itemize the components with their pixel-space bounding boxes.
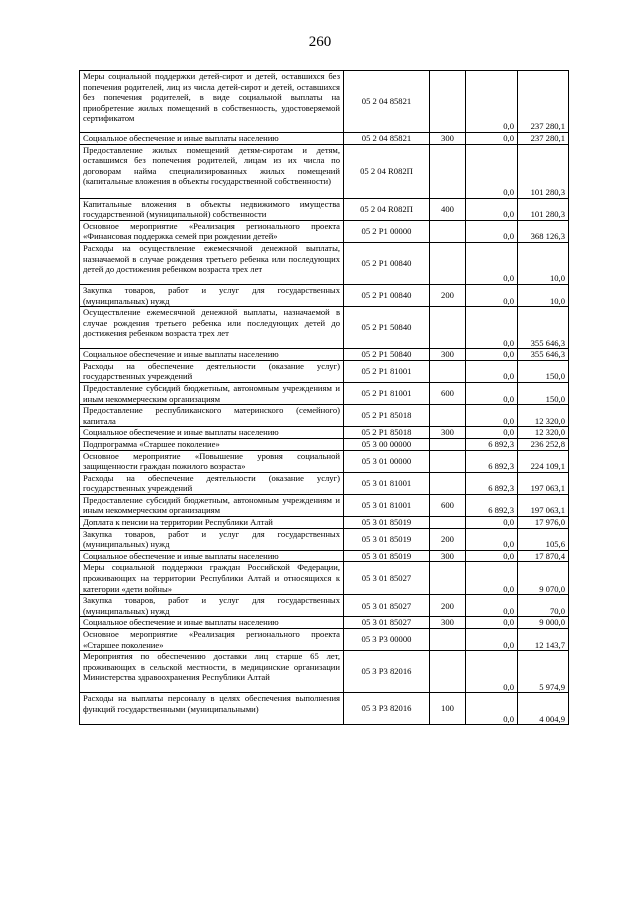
row-expense-type-cell [430, 144, 466, 198]
table-row [80, 133, 569, 145]
row-code-cell: 05 2 P1 85018 [344, 405, 430, 427]
row-amount-1-cell: 0,0 [466, 651, 518, 693]
row-expense-type-cell: 200 [430, 528, 466, 550]
row-name-cell: Основное мероприятие «Реализация регионального проекта «Старшее поколение» [80, 629, 344, 651]
row-amount-1-cell: 0,0 [466, 382, 518, 404]
row-expense-type-cell [430, 405, 466, 427]
table-row [80, 517, 569, 529]
row-expense-type-cell: 300 [430, 427, 466, 439]
row-expense-type-cell [430, 651, 466, 693]
row-amount-1-cell: 0,0 [466, 307, 518, 349]
row-code-cell: 05 2 P1 00840 [344, 284, 430, 306]
row-code-cell: 05 2 P1 00000 [344, 220, 430, 242]
row-amount-2-cell: 150,0 [518, 382, 569, 404]
row-code-cell: 05 2 P1 81001 [344, 382, 430, 404]
row-name-cell: Предоставление субсидий бюджетным, автономным учреждениям и иным некоммерческим организациям [80, 494, 344, 516]
row-amount-1-cell: 0,0 [466, 198, 518, 220]
table-row [80, 617, 569, 629]
row-amount-1-cell: 6 892,3 [466, 494, 518, 516]
table-row [80, 382, 569, 404]
row-name-cell: Капитальные вложения в объекты недвижимого имущества государственной (муниципальной) собственности [80, 198, 344, 220]
row-code-cell: 05 2 P1 00840 [344, 242, 430, 284]
row-amount-1-cell: 0,0 [466, 71, 518, 133]
table-row [80, 349, 569, 361]
row-code-cell: 05 3 01 85027 [344, 617, 430, 629]
table-row [80, 595, 569, 617]
row-name-cell: Предоставление жилых помещений детям-сиротам и детям, оставшимся без попечения родителей, лицам из их числа по договорам найма специализированных жилых помещений (капитальные вложения в объекты государственной собственности) [80, 144, 344, 198]
row-code-cell: 05 2 P1 81001 [344, 360, 430, 382]
budget-table-body [80, 71, 569, 725]
row-name-cell: Расходы на осуществление ежемесячной денежной выплаты, назначаемой в случае рождения третьего ребенка или последующих детей до достижения ребенком возраста трех лет [80, 242, 344, 284]
row-amount-1-cell: 0,0 [466, 284, 518, 306]
table-row [80, 427, 569, 439]
row-amount-2-cell: 17 870,4 [518, 550, 569, 562]
table-row [80, 438, 569, 450]
row-expense-type-cell [430, 629, 466, 651]
row-amount-1-cell: 0,0 [466, 144, 518, 198]
row-amount-2-cell: 12 320,0 [518, 427, 569, 439]
row-amount-2-cell: 9 070,0 [518, 562, 569, 595]
row-amount-2-cell: 17 976,0 [518, 517, 569, 529]
row-name-cell: Расходы на выплаты персоналу в целях обеспечения выполнения функций государственными (муниципальными) [80, 693, 344, 725]
row-amount-2-cell: 105,6 [518, 528, 569, 550]
row-amount-2-cell: 12 320,0 [518, 405, 569, 427]
row-name-cell: Подпрограмма «Старшее поколение» [80, 438, 344, 450]
table-row [80, 198, 569, 220]
row-name-cell: Меры социальной поддержки граждан Российской Федерации, проживающих на территории Республики Алтай и относящихся к категории «дети войны» [80, 562, 344, 595]
row-code-cell: 05 3 01 81001 [344, 494, 430, 516]
row-amount-2-cell: 368 126,3 [518, 220, 569, 242]
row-amount-2-cell: 9 000,0 [518, 617, 569, 629]
row-expense-type-cell [430, 472, 466, 494]
row-amount-1-cell: 0,0 [466, 220, 518, 242]
row-amount-2-cell: 101 280,3 [518, 144, 569, 198]
row-expense-type-cell: 200 [430, 284, 466, 306]
row-amount-2-cell: 237 280,1 [518, 71, 569, 133]
row-amount-2-cell: 224 109,1 [518, 450, 569, 472]
row-amount-1-cell: 0,0 [466, 133, 518, 145]
row-expense-type-cell: 100 [430, 693, 466, 725]
row-name-cell: Закупка товаров, работ и услуг для государственных (муниципальных) нужд [80, 595, 344, 617]
row-expense-type-cell [430, 220, 466, 242]
row-code-cell: 05 3 01 81001 [344, 472, 430, 494]
row-name-cell: Социальное обеспечение и иные выплаты населению [80, 349, 344, 361]
row-expense-type-cell: 600 [430, 382, 466, 404]
table-row [80, 550, 569, 562]
row-amount-2-cell: 5 974,9 [518, 651, 569, 693]
budget-table [79, 70, 569, 725]
row-amount-2-cell: 70,0 [518, 595, 569, 617]
table-row [80, 242, 569, 284]
row-expense-type-cell [430, 242, 466, 284]
row-name-cell: Социальное обеспечение и иные выплаты населению [80, 133, 344, 145]
row-expense-type-cell: 300 [430, 349, 466, 361]
row-code-cell: 05 3 01 85019 [344, 517, 430, 529]
row-amount-1-cell: 0,0 [466, 349, 518, 361]
row-name-cell: Социальное обеспечение и иные выплаты населению [80, 550, 344, 562]
table-row [80, 494, 569, 516]
row-amount-2-cell: 10,0 [518, 242, 569, 284]
row-amount-1-cell: 6 892,3 [466, 450, 518, 472]
row-expense-type-cell: 300 [430, 133, 466, 145]
page-number: 260 [308, 34, 332, 50]
row-amount-2-cell: 4 004,9 [518, 693, 569, 725]
row-amount-1-cell: 0,0 [466, 242, 518, 284]
row-expense-type-cell [430, 307, 466, 349]
row-amount-1-cell: 0,0 [466, 617, 518, 629]
row-name-cell: Предоставление республиканского материнского (семейного) капитала [80, 405, 344, 427]
row-code-cell: 05 3 01 85027 [344, 595, 430, 617]
row-name-cell: Основное мероприятие «Реализация регионального проекта «Финансовая поддержка семей при рождении детей» [80, 220, 344, 242]
row-amount-1-cell: 6 892,3 [466, 472, 518, 494]
row-expense-type-cell [430, 450, 466, 472]
row-name-cell: Предоставление субсидий бюджетным, автономным учреждениям и иным некоммерческим организациям [80, 382, 344, 404]
row-expense-type-cell: 300 [430, 550, 466, 562]
row-name-cell: Доплата к пенсии на территории Республики Алтай [80, 517, 344, 529]
table-row [80, 693, 569, 725]
row-expense-type-cell [430, 438, 466, 450]
row-amount-2-cell: 12 143,7 [518, 629, 569, 651]
row-amount-2-cell: 197 063,1 [518, 494, 569, 516]
row-expense-type-cell: 200 [430, 595, 466, 617]
row-name-cell: Расходы на обеспечение деятельности (оказание услуг) государственных учреждений [80, 360, 344, 382]
row-amount-2-cell: 101 280,3 [518, 198, 569, 220]
table-row [80, 528, 569, 550]
table-row [80, 629, 569, 651]
row-name-cell: Мероприятия по обеспечению доставки лиц старше 65 лет, проживающих в сельской местности, в медицинские организации Министерства здравоохранения Республики Алтай [80, 651, 344, 693]
row-name-cell: Закупка товаров, работ и услуг для государственных (муниципальных) нужд [80, 528, 344, 550]
row-amount-2-cell: 150,0 [518, 360, 569, 382]
row-expense-type-cell: 400 [430, 198, 466, 220]
row-code-cell: 05 2 P1 85018 [344, 427, 430, 439]
row-amount-1-cell: 0,0 [466, 405, 518, 427]
table-row [80, 360, 569, 382]
row-expense-type-cell: 600 [430, 494, 466, 516]
row-code-cell: 05 3 01 85019 [344, 528, 430, 550]
table-row [80, 405, 569, 427]
row-name-cell: Расходы на обеспечение деятельности (оказание услуг) государственных учреждений [80, 472, 344, 494]
row-code-cell: 05 2 P1 50840 [344, 349, 430, 361]
row-expense-type-cell [430, 562, 466, 595]
row-name-cell: Социальное обеспечение и иные выплаты населению [80, 427, 344, 439]
row-amount-1-cell: 6 892,3 [466, 438, 518, 450]
row-amount-1-cell: 0,0 [466, 693, 518, 725]
row-amount-2-cell: 236 252,8 [518, 438, 569, 450]
row-code-cell: 05 3 01 85019 [344, 550, 430, 562]
row-amount-1-cell: 0,0 [466, 528, 518, 550]
row-amount-1-cell: 0,0 [466, 427, 518, 439]
row-code-cell: 05 3 01 85027 [344, 562, 430, 595]
row-code-cell: 05 2 04 R082П [344, 144, 430, 198]
row-code-cell: 05 3 P3 00000 [344, 629, 430, 651]
row-amount-1-cell: 0,0 [466, 629, 518, 651]
row-code-cell: 05 3 00 00000 [344, 438, 430, 450]
row-amount-2-cell: 355 646,3 [518, 349, 569, 361]
row-code-cell: 05 2 04 R082П [344, 198, 430, 220]
table-row [80, 284, 569, 306]
table-row [80, 651, 569, 693]
row-amount-2-cell: 10,0 [518, 284, 569, 306]
row-amount-1-cell: 0,0 [466, 595, 518, 617]
row-name-cell: Осуществление ежемесячной денежной выплаты, назначаемой в случае рождения третьего ребенка или последующих детей до достижения ребенком возраста трех лет [80, 307, 344, 349]
row-expense-type-cell: 300 [430, 617, 466, 629]
table-row [80, 307, 569, 349]
row-code-cell: 05 3 P3 82016 [344, 651, 430, 693]
row-amount-2-cell: 237 280,1 [518, 133, 569, 145]
table-row [80, 144, 569, 198]
row-name-cell: Меры социальной поддержки детей-сирот и детей, оставшихся без попечения родителей, лиц из числа детей-сирот и детей, оставшихся без попечения родителей, в виде социальной выплаты на приобретение жилых помещений в собственность, удостоверяемой сертификатом [80, 71, 344, 133]
row-name-cell: Основное мероприятие «Повышение уровня социальной защищенности граждан пожилого возраста» [80, 450, 344, 472]
row-code-cell: 05 3 P3 82016 [344, 693, 430, 725]
row-amount-1-cell: 0,0 [466, 562, 518, 595]
table-row [80, 472, 569, 494]
table-row [80, 220, 569, 242]
row-name-cell: Закупка товаров, работ и услуг для государственных (муниципальных) нужд [80, 284, 344, 306]
row-expense-type-cell [430, 517, 466, 529]
row-code-cell: 05 2 04 85821 [344, 71, 430, 133]
row-amount-1-cell: 0,0 [466, 517, 518, 529]
row-code-cell: 05 2 04 85821 [344, 133, 430, 145]
table-row [80, 450, 569, 472]
table-row [80, 71, 569, 133]
row-amount-1-cell: 0,0 [466, 360, 518, 382]
row-expense-type-cell [430, 360, 466, 382]
row-code-cell: 05 3 01 00000 [344, 450, 430, 472]
row-amount-2-cell: 197 063,1 [518, 472, 569, 494]
row-amount-2-cell: 355 646,3 [518, 307, 569, 349]
row-amount-1-cell: 0,0 [466, 550, 518, 562]
table-row [80, 562, 569, 595]
row-name-cell: Социальное обеспечение и иные выплаты населению [80, 617, 344, 629]
row-code-cell: 05 2 P1 50840 [344, 307, 430, 349]
row-expense-type-cell [430, 71, 466, 133]
